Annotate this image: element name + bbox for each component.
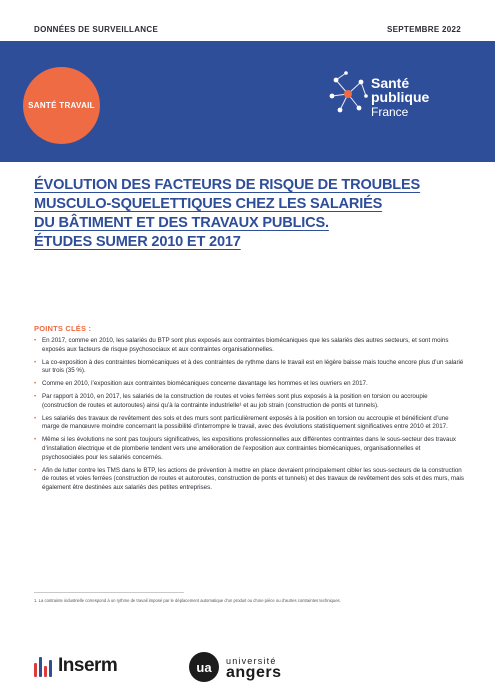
universite-angers-logo — [186, 650, 306, 684]
badge-label: SANTÉ TRAVAIL — [28, 101, 95, 110]
document-title — [34, 176, 474, 252]
key-point: • La co-exposition à des contraintes biomécaniques et à des contraintes de rythme dans le travail est en légère baisse mais touche encore plus d’un salarié sur trois (35 %). — [34, 358, 464, 375]
logo-text-sante: Santé — [371, 75, 410, 91]
sante-publique-france-logo — [326, 70, 466, 130]
title-line-3: DU BÂTIMENT ET DES TRAVAUX PUBLICS. — [34, 215, 329, 231]
bullet-icon: • — [34, 392, 37, 400]
ua-monogram-icon — [186, 650, 222, 684]
key-point: • Même si les évolutions ne sont pas toujours significatives, les expositions professionnelles aux différentes contraintes dans le sous-secteur des travaux d’installation électrique et de plomberie tendent vers une amélioration de l’exposition aux contraintes biomécaniques, organisationnelles et psychosociales pour les salariés concernés. — [34, 436, 456, 461]
key-point: • En 2017, comme en 2010, les salariés du BTP sont plus exposés aux contraintes biomécaniques que les salariés des autres secteurs, et sont moins exposés aux facteurs de risque psychosociaux et aux contraintes organisationnelles. — [34, 337, 449, 353]
date-label: SEPTEMBRE 2022 — [386, 25, 461, 34]
bullet-icon: • — [34, 358, 37, 366]
bullet-icon: • — [34, 436, 37, 444]
key-point: • Comme en 2010, l’exposition aux contraintes biomécaniques concerne davantage les hommes et les ouvriers en 2017. — [34, 380, 368, 388]
bullet-icon: • — [34, 466, 37, 474]
key-point: • Par rapport à 2010, en 2017, les salariés de la construction de routes et voies ferrées sont plus exposés à la position en torsion ou accroupie (construction de routes et autoroutes) ainsi qu’à la contrainte industrielle¹ et au job strain (construction de ponts et tunnels). — [34, 392, 428, 409]
bullet-icon: • — [34, 337, 37, 344]
sante-travail-badge — [23, 67, 100, 144]
network-icon — [326, 70, 370, 120]
title-line-1: ÉVOLUTION DES FACTEURS DE RISQUE DE TROUBLES — [34, 177, 421, 193]
angers-top-text: université — [226, 656, 277, 666]
logo-text-publique: publique — [371, 89, 430, 105]
header-banner — [0, 41, 495, 162]
category-label: DONNÉES DE SURVEILLANCE — [34, 25, 159, 34]
title-line-2: MUSCULO-SQUELETTIQUES CHEZ LES SALARIÉS — [34, 196, 383, 212]
title-line-4: ÉTUDES SUMER 2010 ET 2017 — [34, 234, 241, 250]
key-point: • Les salariés des travaux de revêtement des sols et des murs sont particulièrement exposés à la position en torsion ou accroupie et bénéficient d’une marge de manœuvre moindre concernant la possibilité d’interrompre le travail, avec des évolutions statistiquement significatives entre 2010 et 2017. — [34, 414, 449, 431]
key-point: • Afin de lutter contre les TMS dans le BTP, les actions de prévention à mettre en place devraient principalement cibler les sous-secteurs de la construction de routes et voies ferrées (construction de routes et autoroutes, construction de ponts et tunnels) et des travaux de revêtement des sols et des murs, mais également être destinées aux salariés des petites entreprises. — [34, 466, 465, 492]
top-bar — [0, 0, 495, 41]
bullet-icon: • — [34, 414, 37, 422]
logo-text-france: France — [371, 105, 409, 119]
svg-text:ua: ua — [196, 660, 212, 675]
key-points-heading: POINTS CLÉS : — [34, 324, 92, 333]
bullet-icon: • — [34, 380, 37, 388]
footnote-divider — [34, 592, 184, 593]
angers-bottom-text: angers — [226, 664, 282, 681]
footnote: 1. La contrainte industrielle correspond à un rythme de travail imposé par le déplacement automatique d’un produit ou d’une pièce ou d’autres contraintes techniques. — [34, 598, 341, 603]
key-points-section — [34, 324, 464, 497]
inserm-text: Inserm — [58, 655, 118, 676]
